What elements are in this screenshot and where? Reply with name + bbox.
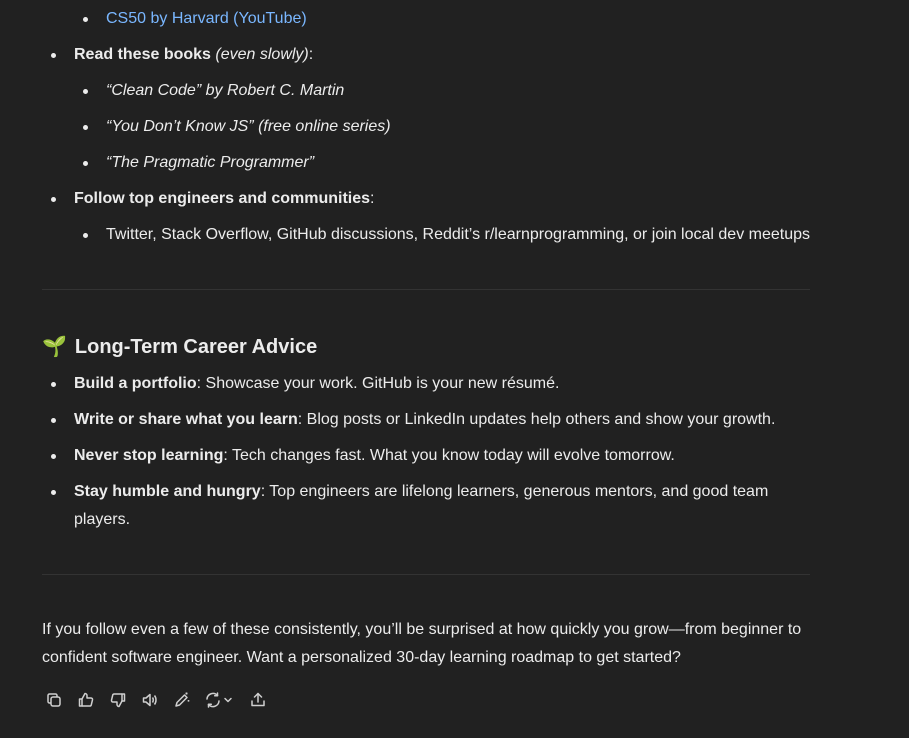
bullet bbox=[51, 454, 56, 459]
career-item bbox=[74, 406, 775, 434]
books-lead-colon: : bbox=[308, 46, 314, 63]
regenerate-icon bbox=[204, 691, 236, 709]
thumbs-up-button[interactable] bbox=[74, 688, 98, 712]
career-item-bold: Build a portfolio bbox=[74, 375, 197, 392]
communities-lead: Follow top engineers and communities bbox=[74, 190, 371, 207]
message-action-bar bbox=[42, 688, 270, 712]
books-lead: Read these books bbox=[74, 46, 211, 63]
closing-line: If you follow even a few of these consistently, you’ll be surprised at how quickly you grow—from beginner to bbox=[42, 621, 802, 638]
copy-icon bbox=[45, 691, 63, 709]
bullet bbox=[83, 89, 88, 94]
bullet bbox=[83, 17, 88, 22]
career-item-bold: Never stop learning bbox=[74, 447, 224, 464]
seedling-icon: 🌱 bbox=[42, 336, 67, 358]
bullet bbox=[51, 418, 56, 423]
communities-lead-colon: : bbox=[370, 190, 375, 207]
thumbs-down-button[interactable] bbox=[106, 688, 130, 712]
books-lead-note: (even slowly) bbox=[215, 46, 309, 63]
bullet bbox=[51, 382, 56, 387]
regenerate-button[interactable] bbox=[202, 688, 238, 712]
career-item-text: : Showcase your work. GitHub is your new résumé. bbox=[196, 375, 560, 392]
bullet bbox=[51, 197, 56, 202]
section-divider bbox=[42, 289, 810, 290]
career-heading bbox=[42, 333, 317, 361]
edit-icon bbox=[173, 691, 191, 709]
read-aloud-icon bbox=[141, 691, 159, 709]
share-icon bbox=[249, 691, 267, 709]
bullet bbox=[51, 490, 56, 495]
bullet bbox=[83, 161, 88, 166]
copy-button[interactable] bbox=[42, 688, 66, 712]
bullet bbox=[51, 53, 56, 58]
career-item-bold: Write or share what you learn bbox=[74, 411, 298, 428]
community-item: Twitter, Stack Overflow, GitHub discussions, Reddit’s r/learnprogramming, or join local dev meetups bbox=[106, 226, 810, 243]
career-item-bold: Stay humble and hungry bbox=[74, 483, 261, 500]
bullet bbox=[83, 233, 88, 238]
career-item-continued: players. bbox=[74, 511, 131, 528]
list-item-communities bbox=[74, 185, 374, 213]
cs50-link[interactable]: CS50 by Harvard (YouTube) bbox=[106, 10, 307, 27]
book-item: “Clean Code” by Robert C. Martin bbox=[106, 82, 345, 99]
career-item bbox=[74, 442, 675, 470]
career-item-text: : Blog posts or LinkedIn updates help others and show your growth. bbox=[297, 411, 776, 428]
career-heading-text: Long-Term Career Advice bbox=[74, 336, 318, 358]
share-button[interactable] bbox=[246, 688, 270, 712]
book-item: “You Don’t Know JS” (free online series) bbox=[106, 118, 391, 135]
section-divider bbox=[42, 574, 810, 575]
edit-button[interactable] bbox=[170, 688, 194, 712]
career-item-text: : Top engineers are lifelong learners, generous mentors, and good team bbox=[260, 483, 769, 500]
career-item bbox=[74, 478, 768, 506]
thumbs-up-icon bbox=[77, 691, 95, 709]
book-item: “The Pragmatic Programmer” bbox=[106, 154, 315, 171]
list-item-books bbox=[74, 41, 313, 69]
bullet bbox=[83, 125, 88, 130]
closing-line: confident software engineer. Want a personalized 30-day learning roadmap to get started? bbox=[42, 649, 681, 666]
career-item-text: : Tech changes fast. What you know today will evolve tomorrow. bbox=[223, 447, 675, 464]
career-item bbox=[74, 370, 559, 398]
thumbs-down-icon bbox=[109, 691, 127, 709]
read-aloud-button[interactable] bbox=[138, 688, 162, 712]
